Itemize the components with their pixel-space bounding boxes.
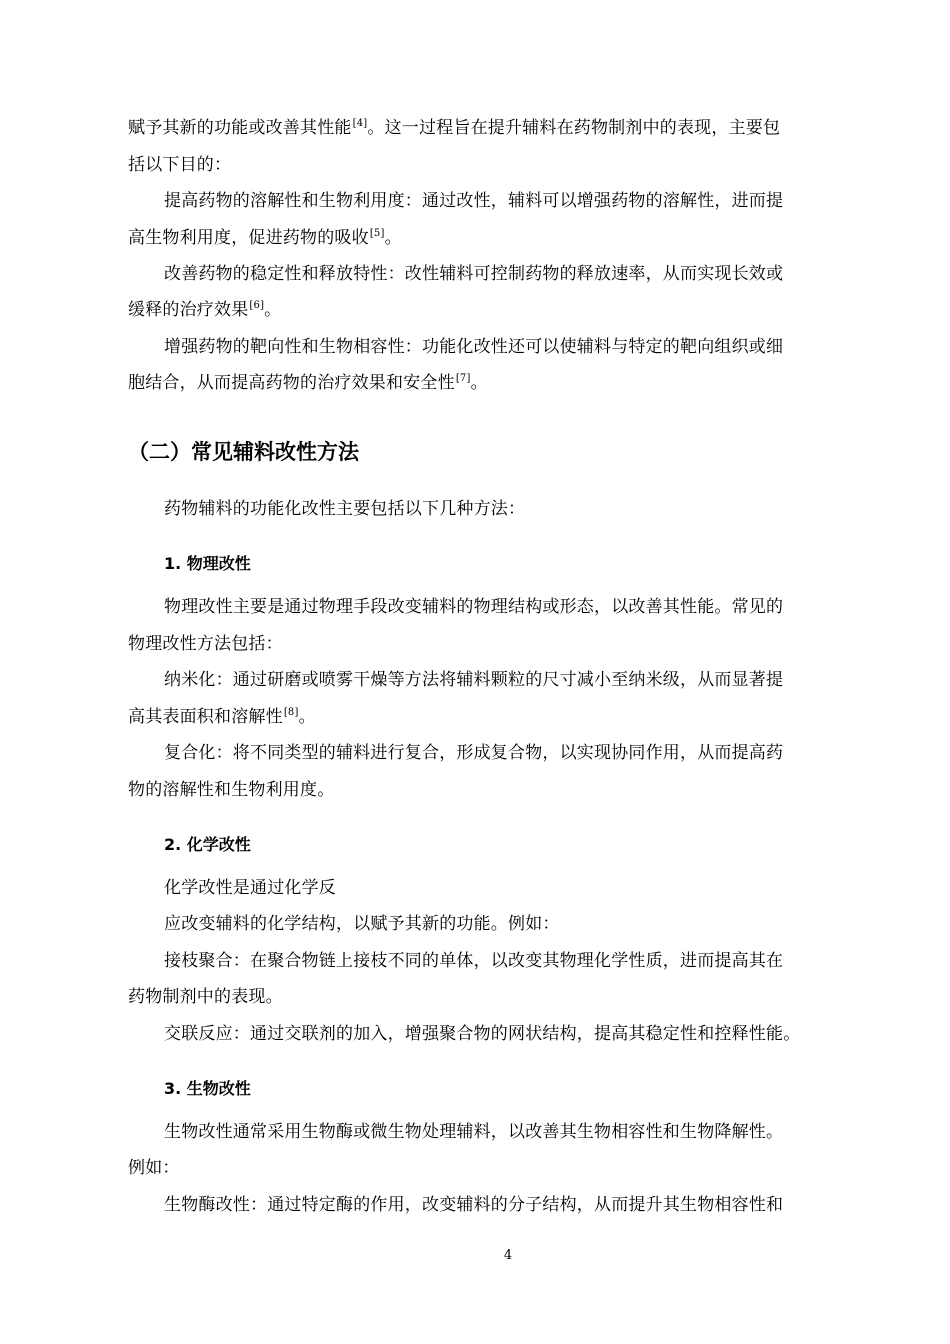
subheading-physical-modification: 1. 物理改性 bbox=[164, 554, 251, 573]
paragraph-2-line-1: 提高药物的溶解性和生物利用度：通过改性，辅料可以增强药物的溶解性，进而提 bbox=[164, 191, 784, 211]
section-heading-2: （二）常见辅料改性方法 bbox=[128, 440, 359, 464]
sub1-paragraph-2-line-2: 高其表面积和溶解性[8]。 bbox=[128, 707, 316, 727]
subheading-biological-modification: 3. 生物改性 bbox=[164, 1079, 251, 1098]
citation-5[interactable]: [5] bbox=[369, 228, 385, 240]
sub1-paragraph-3-line-1: 复合化：将不同类型的辅料进行复合，形成复合物，以实现协同作用，从而提高药 bbox=[164, 743, 784, 763]
citation-4[interactable]: [4] bbox=[352, 118, 368, 130]
paragraph-4-line-1: 增强药物的靶向性和生物相容性：功能化改性还可以使辅料与特定的靶向组织或细 bbox=[164, 337, 784, 357]
paragraph-3-line-1: 改善药物的稳定性和释放特性：改性辅料可控制药物的释放速率，从而实现长效或 bbox=[164, 264, 784, 284]
paragraph-4-line-2: 胞结合，从而提高药物的治疗效果和安全性[7]。 bbox=[128, 373, 488, 393]
sub2-paragraph-1-line-1: 化学改性是通过化学反 bbox=[164, 878, 336, 898]
citation-6[interactable]: [6] bbox=[249, 300, 265, 312]
sub2-paragraph-2-line-1: 接枝聚合：在聚合物链上接枝不同的单体，以改变其物理化学性质，进而提高其在 bbox=[164, 951, 784, 971]
citation-8[interactable]: [8] bbox=[283, 707, 299, 719]
sub2-paragraph-1-line-2: 应改变辅料的化学结构，以赋予其新的功能。例如： bbox=[164, 914, 560, 934]
page-number: 4 bbox=[503, 1248, 513, 1263]
citation-7[interactable]: [7] bbox=[455, 373, 471, 385]
subheading-chemical-modification: 2. 化学改性 bbox=[164, 835, 251, 854]
sub1-paragraph-1-line-1: 物理改性主要是通过物理手段改变辅料的物理结构或形态，以改善其性能。常见的 bbox=[164, 597, 784, 617]
section-2-intro: 药物辅料的功能化改性主要包括以下几种方法： bbox=[164, 499, 526, 519]
paragraph-3-line-2: 缓释的治疗效果[6]。 bbox=[128, 300, 282, 320]
sub1-paragraph-1-line-2: 物理改性方法包括： bbox=[128, 634, 283, 654]
paragraph-2-line-2: 高生物利用度，促进药物的吸收[5]。 bbox=[128, 228, 402, 248]
sub3-paragraph-1-line-1: 生物改性通常采用生物酶或微生物处理辅料，以改善其生物相容性和生物降解性。 bbox=[164, 1122, 784, 1142]
sub1-paragraph-3-line-2: 物的溶解性和生物利用度。 bbox=[128, 780, 335, 800]
sub2-paragraph-2-line-2: 药物制剂中的表现。 bbox=[128, 987, 283, 1007]
paragraph-1-line-1: 赋予其新的功能或改善其性能[4]。这一过程旨在提升辅料在药物制剂中的表现，主要包 bbox=[128, 118, 781, 138]
sub3-paragraph-1-line-2: 例如： bbox=[128, 1158, 180, 1178]
sub1-paragraph-2-line-1: 纳米化：通过研磨或喷雾干燥等方法将辅料颗粒的尺寸减小至纳米级，从而显著提 bbox=[164, 670, 784, 690]
paragraph-1-line-2: 括以下目的： bbox=[128, 155, 232, 175]
sub2-paragraph-3-line-1: 交联反应：通过交联剂的加入，增强聚合物的网状结构，提高其稳定性和控释性能。 bbox=[164, 1024, 801, 1044]
sub3-paragraph-2-line-1: 生物酶改性：通过特定酶的作用，改变辅料的分子结构，从而提升其生物相容性和 bbox=[164, 1195, 784, 1215]
